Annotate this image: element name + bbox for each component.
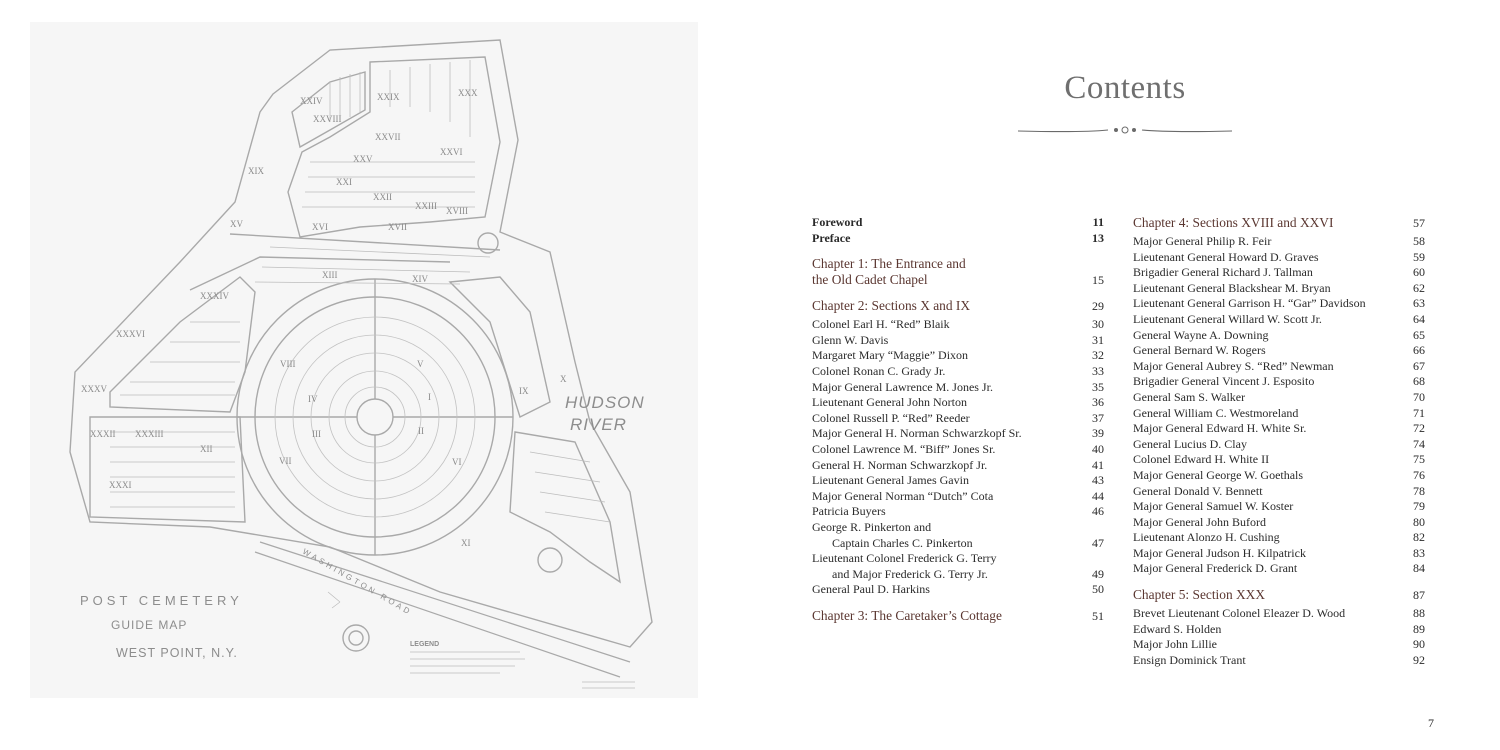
toc-entry: [1133, 452, 1425, 468]
toc-page-number: 57: [1413, 216, 1425, 230]
toc-page-number: 37: [1092, 410, 1104, 425]
toc-entry-title: Major General Aubrey S. “Red” Newman: [1133, 358, 1334, 373]
toc-entry-title: Major John Lillie: [1133, 637, 1217, 652]
toc-entry-title: Major General Frederick D. Grant: [1133, 561, 1298, 576]
toc-page-number: 90: [1413, 637, 1425, 652]
flourish-ornament: [1018, 122, 1232, 140]
toc-entry: [1133, 265, 1425, 281]
toc-page-number: 46: [1092, 504, 1104, 519]
toc-page-number: 67: [1413, 358, 1425, 373]
toc-entry: [812, 395, 1104, 411]
toc-entry-title: Chapter 3: The Caretaker’s Cottage: [812, 607, 1002, 623]
section-label: XXXII: [90, 429, 116, 439]
toc-entry-title: Glenn W. Davis: [812, 332, 889, 347]
toc-entry: [1133, 421, 1425, 437]
section-label: XVI: [312, 222, 328, 232]
toc-entry-title: General William C. Westmoreland: [1133, 405, 1299, 420]
toc-entry-title: Major General Norman “Dutch” Cota: [812, 488, 994, 503]
toc-entry-title-continued: and Major Frederick G. Terry Jr.: [832, 566, 988, 581]
toc-entry-title: Major General Philip R. Feir: [1133, 234, 1272, 248]
toc-entry: [1133, 390, 1425, 406]
toc-page-number: 66: [1413, 343, 1425, 358]
map-title: POST CEMETERY: [80, 593, 243, 608]
toc-entry-title: General Lucius D. Clay: [1133, 436, 1247, 451]
toc-page-number: 35: [1092, 379, 1104, 394]
toc-entry: [1133, 312, 1425, 328]
toc-entry: [812, 426, 1104, 442]
toc-page-number: 72: [1413, 421, 1425, 436]
section-label: II: [418, 426, 424, 436]
toc-entry-title: Edward S. Holden: [1133, 621, 1222, 636]
toc-entry: [1133, 546, 1425, 562]
toc-page-number: 49: [1092, 566, 1104, 581]
toc-entry-title: Chapter 4: Sections XVIII and XXVI: [1133, 215, 1334, 230]
section-label: XXIV: [300, 96, 323, 106]
toc-entry: [812, 411, 1104, 427]
toc-entry-title: Lieutenant General John Norton: [812, 395, 967, 410]
toc-chapter-heading: [1133, 215, 1425, 231]
section-label: VIII: [280, 359, 296, 369]
toc-entry: [812, 473, 1104, 489]
toc-entry: [1133, 281, 1425, 297]
toc-entry: [1133, 437, 1425, 453]
toc-entry-title: Lieutenant General Blackshear M. Bryan: [1133, 280, 1331, 295]
section-label: XII: [200, 444, 213, 454]
toc-page-number: 84: [1413, 561, 1425, 576]
toc-entry: [1133, 653, 1425, 669]
toc-page-number: 47: [1092, 535, 1104, 550]
section-label: XXI: [336, 177, 352, 187]
toc-entry-title: Colonel Earl H. “Red” Blaik: [812, 317, 950, 332]
river-label-2: RIVER: [570, 415, 627, 434]
section-label: IX: [519, 386, 529, 396]
section-label: XXV: [353, 154, 373, 164]
section-label: XXVII: [375, 132, 401, 142]
toc-entry-title: Ensign Dominick Trant: [1133, 652, 1246, 667]
toc-page-number: 36: [1092, 395, 1104, 410]
toc-entry-title: General Donald V. Bennett: [1133, 483, 1263, 498]
toc-entry-title: Lieutenant General James Gavin: [812, 473, 969, 488]
toc-entry: [1133, 515, 1425, 531]
toc-entry: [812, 551, 1104, 582]
toc-entry: [812, 489, 1104, 505]
section-label: XIV: [412, 274, 428, 284]
toc-page-number: 80: [1413, 514, 1425, 529]
toc-entry: [812, 458, 1104, 474]
section-label: XVII: [388, 222, 407, 232]
toc-page-number: 51: [1092, 608, 1104, 623]
cemetery-map: [30, 22, 698, 698]
toc-page-number: 62: [1413, 280, 1425, 295]
section-label: XXVIII: [313, 114, 342, 124]
toc-entry-title: Major General H. Norman Schwarzkopf Sr.: [812, 426, 1022, 441]
legend-title: LEGEND: [410, 641, 440, 648]
river-label: HUDSON: [565, 393, 645, 412]
toc-entry-title: Lieutenant General Willard W. Scott Jr.: [1133, 311, 1322, 326]
toc-entry-title: Patricia Buyers: [812, 504, 886, 519]
toc-page-number: 92: [1413, 652, 1425, 667]
toc-page-number: 50: [1092, 582, 1104, 597]
toc-page-number: 58: [1413, 234, 1425, 248]
toc-entry-title: General Wayne A. Downing: [1133, 327, 1269, 342]
toc-chapter-heading: [812, 298, 1104, 314]
toc-page-number: 70: [1413, 389, 1425, 404]
toc-page-number: 82: [1413, 530, 1425, 545]
toc-entry: [1133, 561, 1425, 577]
toc-entry: [1133, 234, 1425, 250]
toc-entry-title: Chapter 2: Sections X and IX: [812, 298, 971, 314]
contents-title: Contents: [1064, 70, 1186, 106]
toc-page-number: 89: [1413, 621, 1425, 636]
toc-chapter-heading: [812, 608, 1104, 624]
toc-entry: [1133, 406, 1425, 422]
toc-entry-title: Lieutenant Alonzo H. Cushing: [1133, 530, 1280, 545]
toc-page-number: 88: [1413, 606, 1425, 621]
toc-page-number: 11: [1092, 215, 1104, 229]
toc-page-number: 44: [1092, 488, 1104, 503]
toc-entry-title: Chapter 5: Section XXX: [1133, 587, 1266, 603]
section-label: XIX: [248, 166, 264, 176]
toc-entry-title: General Sam S. Walker: [1133, 389, 1246, 404]
cemetery-boundary: [70, 40, 652, 647]
toc-entry-title-continued: the Old Cadet Chapel: [812, 272, 928, 288]
toc-entry: [1133, 530, 1425, 546]
toc-page-number: 78: [1413, 483, 1425, 498]
toc-entry: [1133, 484, 1425, 500]
section-label: VI: [452, 457, 462, 467]
section-label: IV: [308, 394, 318, 404]
toc-entry-title: George R. Pinkerton and: [812, 519, 932, 534]
toc-entry: [1133, 606, 1425, 622]
toc-entry-title: Brigadier General Richard J. Tallman: [1133, 265, 1313, 280]
toc-page-number: 68: [1413, 374, 1425, 389]
toc-entry: [812, 333, 1104, 349]
toc-entry: [812, 317, 1104, 333]
toc-entry: [1133, 359, 1425, 375]
legend-lines: [328, 592, 635, 688]
road-label: WASHINGTON ROAD: [301, 546, 414, 618]
toc-entry-title: Lieutenant General Garrison H. “Gar” Davidson: [1133, 296, 1366, 311]
section-label: XXII: [373, 192, 392, 202]
toc-page-number: 60: [1413, 265, 1425, 280]
section-label: XXXIII: [135, 429, 164, 439]
toc-entry-title: Preface: [812, 230, 851, 245]
toc-entry: [1133, 637, 1425, 653]
toc-chapter-heading: [812, 256, 1104, 288]
toc-entry: [1133, 499, 1425, 515]
toc-entry: [812, 348, 1104, 364]
toc-page-number: 75: [1413, 452, 1425, 467]
toc-page-number: 87: [1413, 588, 1425, 603]
section-label: XXIX: [377, 92, 400, 102]
toc-entry-title: General Paul D. Harkins: [812, 582, 930, 597]
toc-page-number: 79: [1413, 499, 1425, 514]
map-drawing: [30, 22, 698, 698]
section-label: VII: [279, 456, 292, 466]
toc-entry-title: Colonel Edward H. White II: [1133, 452, 1270, 467]
toc-page-number: 65: [1413, 327, 1425, 342]
section-label: X: [560, 374, 567, 384]
toc-page-number: 40: [1092, 441, 1104, 456]
toc-entry-title: Major General Lawrence M. Jones Jr.: [812, 379, 993, 394]
toc-entry: [812, 442, 1104, 458]
toc-entry-title: Major General John Buford: [1133, 514, 1266, 529]
toc-entry-title: Major General Edward H. White Sr.: [1133, 421, 1307, 436]
toc-entry-title: Margaret Mary “Maggie” Dixon: [812, 348, 969, 363]
toc-page-number: 41: [1092, 457, 1104, 472]
toc-page-number: 83: [1413, 545, 1425, 560]
toc-entry-title: Major General George W. Goethals: [1133, 467, 1304, 482]
map-subtitle: GUIDE MAP: [111, 618, 188, 632]
section-label: XXIII: [415, 201, 437, 211]
toc-page-number: 13: [1092, 230, 1104, 245]
toc-entry: [1133, 343, 1425, 359]
toc-entry-title: Lieutenant Colonel Frederick G. Terry: [812, 551, 997, 566]
toc-right-column: [1133, 215, 1425, 668]
toc-page-number: 59: [1413, 249, 1425, 264]
toc-entry: [812, 364, 1104, 380]
toc-entry: [1133, 250, 1425, 266]
toc-page-number: 15: [1092, 273, 1104, 288]
toc-entry-title: Lieutenant General Howard D. Graves: [1133, 249, 1319, 264]
toc-entry: [812, 582, 1104, 598]
toc-entry-title: General H. Norman Schwarzkopf Jr.: [812, 457, 988, 472]
section-label: I: [428, 392, 431, 402]
toc-entry: [812, 504, 1104, 520]
toc-page-number: 74: [1413, 436, 1425, 451]
toc-entry-title: General Bernard W. Rogers: [1133, 343, 1266, 358]
toc-entry: [1133, 328, 1425, 344]
toc-front-matter: [812, 231, 1104, 247]
section-label: XXXVI: [116, 329, 145, 339]
section-label: XXXIV: [200, 291, 229, 301]
toc-entry-title-continued: Captain Charles C. Pinkerton: [832, 535, 973, 550]
toc-chapter-heading: [1133, 587, 1425, 603]
toc-page-number: 71: [1413, 405, 1425, 420]
section-label: XV: [230, 219, 243, 229]
toc-entry-title: Colonel Russell P. “Red” Reeder: [812, 410, 970, 425]
toc-page-number: 33: [1092, 363, 1104, 378]
toc-entry: [1133, 296, 1425, 312]
toc-entry-title: Brevet Lieutenant Colonel Eleazer D. Wood: [1133, 606, 1346, 621]
toc-entry: [812, 520, 1104, 551]
toc-page-number: 76: [1413, 467, 1425, 482]
toc-entry: [812, 380, 1104, 396]
toc-page-number: 30: [1092, 317, 1104, 332]
section-label: XXXI: [109, 480, 132, 490]
toc-entry: [1133, 468, 1425, 484]
toc-left-column: [812, 215, 1104, 627]
toc-entry-title: Colonel Ronan C. Grady Jr.: [812, 363, 946, 378]
toc-entry: [1133, 622, 1425, 638]
toc-page-number: 32: [1092, 348, 1104, 363]
toc-page-number: 39: [1092, 426, 1104, 441]
page-number: 7: [1428, 716, 1434, 730]
toc-page-number: 64: [1413, 311, 1425, 326]
toc-page-number: 29: [1092, 299, 1104, 314]
toc-entry-title: Major General Samuel W. Koster: [1133, 499, 1294, 514]
section-label: XIII: [322, 270, 338, 280]
toc-front-matter: [812, 215, 1104, 231]
toc-entry-title: Major General Judson H. Kilpatrick: [1133, 545, 1306, 560]
section-label: XXVI: [440, 147, 463, 157]
section-label: XXXV: [81, 384, 107, 394]
section-label: III: [312, 429, 321, 439]
toc-entry-title: Chapter 1: The Entrance and: [812, 256, 966, 272]
section-label: XXX: [458, 88, 478, 98]
toc-entry-title: Colonel Lawrence M. “Biff” Jones Sr.: [812, 441, 996, 456]
section-label: V: [417, 359, 424, 369]
toc-page-number: 43: [1092, 473, 1104, 488]
toc-entry: [1133, 374, 1425, 390]
section-label: XI: [461, 538, 471, 548]
toc-page-number: 63: [1413, 296, 1425, 311]
toc-page-number: 31: [1092, 332, 1104, 347]
section-label: XVIII: [446, 206, 468, 216]
map-location: WEST POINT, N.Y.: [116, 646, 238, 660]
toc-entry-title: Foreword: [812, 215, 863, 229]
toc-entry-title: Brigadier General Vincent J. Esposito: [1133, 374, 1315, 389]
